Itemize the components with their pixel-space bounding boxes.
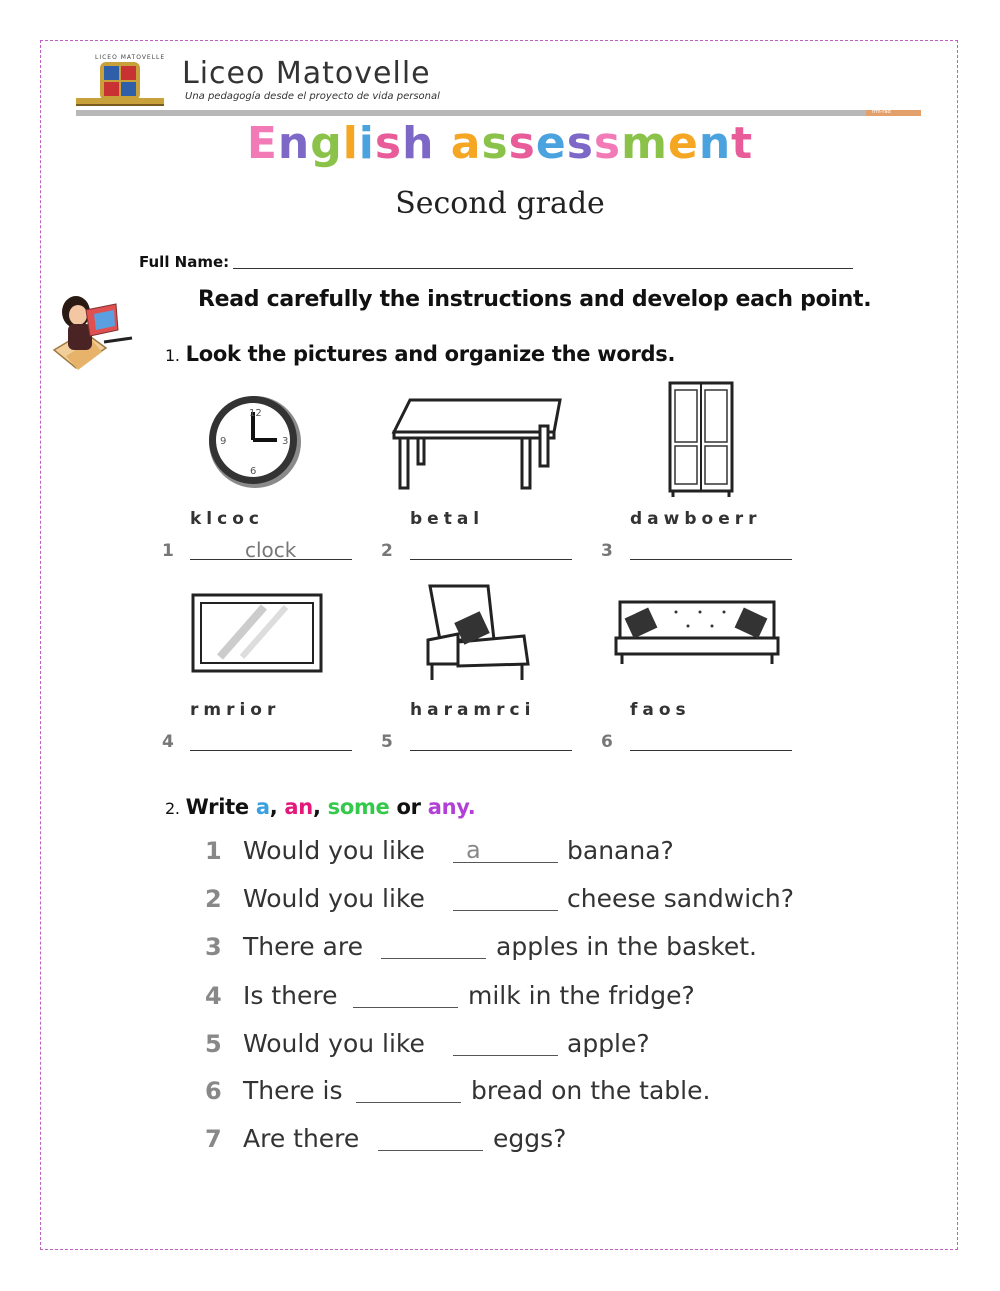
item-number-3: 3 (601, 541, 613, 561)
title-letter: e (535, 118, 567, 169)
header-divider (76, 110, 921, 116)
sentence-5-before: Would you like (243, 1029, 425, 1058)
sentence-number-3: 3 (205, 933, 222, 961)
item-number-1: 1 (162, 541, 174, 561)
sentence-6-before: There is (243, 1076, 343, 1105)
sofa-picture (614, 598, 780, 670)
svg-text:12: 12 (249, 408, 262, 419)
sentence-1-after: banana? (567, 836, 674, 865)
svg-text:3: 3 (282, 436, 289, 447)
word-any: any (427, 795, 468, 819)
sentence-number-1: 1 (205, 837, 222, 865)
sentence-5-blank[interactable] (453, 1055, 558, 1056)
assessment-title (0, 118, 1000, 169)
sentence-number-4: 4 (205, 982, 222, 1010)
mirror-picture (190, 592, 324, 674)
comma-1: , (269, 795, 278, 819)
title-letter: t (731, 118, 754, 169)
period: . (467, 795, 476, 819)
title-letter: g (310, 118, 343, 169)
sentence-2-blank[interactable] (453, 910, 558, 911)
sentence-number-6: 6 (205, 1077, 222, 1105)
logo-caption: LICEO MATOVELLE (95, 54, 166, 61)
question-1-number: 1. (165, 346, 180, 365)
word-or: or (396, 795, 421, 819)
answer-field-3[interactable] (630, 559, 792, 560)
question-2-write: Write (185, 795, 249, 819)
answer-field-4[interactable] (190, 750, 352, 751)
full-name-field[interactable] (233, 268, 853, 269)
title-letter: s (566, 118, 594, 169)
scrambled-word-6: faos (630, 700, 691, 720)
title-letter (434, 118, 450, 169)
title-letter: s (508, 118, 536, 169)
assessment-subtitle: Second grade (395, 186, 605, 221)
school-name: Liceo Matovelle (182, 56, 431, 91)
question-2-number: 2. (165, 799, 180, 818)
sentence-number-2: 2 (205, 885, 222, 913)
sentence-7-before: Are there (243, 1124, 360, 1153)
scrambled-word-5: haramrci (410, 700, 536, 720)
title-letter: n (277, 118, 311, 169)
sentence-1-before: Would you like (243, 836, 425, 865)
question-1-text: Look the pictures and organize the words. (185, 342, 676, 366)
title-letter: a (450, 118, 482, 169)
full-name-label: Full Name: (139, 253, 230, 271)
answer-field-6[interactable] (630, 750, 792, 751)
scrambled-word-3: dawboerr (630, 509, 762, 529)
question-1-heading (165, 342, 675, 366)
sentence-6-blank[interactable] (356, 1102, 461, 1103)
title-letter: s (374, 118, 403, 169)
title-letter: E (246, 118, 278, 169)
answer-field-2[interactable] (410, 559, 572, 560)
sentence-7-after: eggs? (493, 1124, 567, 1153)
sentence-3-blank[interactable] (381, 958, 486, 959)
item-number-5: 5 (381, 732, 393, 752)
answer-text-1: clock (245, 538, 297, 562)
scrambled-word-2: betal (410, 509, 485, 529)
title-letter: s (593, 118, 622, 169)
item-number-4: 4 (162, 732, 174, 752)
title-letter: n (698, 118, 732, 169)
sentence-7-blank[interactable] (378, 1150, 483, 1151)
svg-text:6: 6 (250, 466, 257, 477)
sentence-number-5: 5 (205, 1030, 222, 1058)
instructions-text: Read carefully the instructions and develop each point. (198, 287, 872, 312)
word-a: a (255, 795, 270, 819)
title-letter: l (342, 118, 359, 169)
answer-field-5[interactable] (410, 750, 572, 751)
title-letter: i (358, 118, 375, 169)
title-letter: s (481, 118, 509, 169)
sentence-3-after: apples in the basket. (496, 932, 757, 961)
sentence-number-7: 7 (205, 1125, 222, 1153)
title-letter: h (402, 118, 435, 169)
sentence-2-before: Would you like (243, 884, 425, 913)
sentence-4-blank[interactable] (353, 1007, 458, 1008)
question-2-heading (165, 795, 475, 819)
title-letter: e (667, 118, 699, 169)
item-number-2: 2 (381, 541, 393, 561)
svg-text:9: 9 (220, 436, 227, 447)
item-number-6: 6 (601, 732, 613, 752)
school-tagline: Una pedagogía desde el proyecto de vida personal (185, 91, 440, 102)
sentence-2-after: cheese sandwich? (567, 884, 795, 913)
scrambled-word-4: rmrior (190, 700, 281, 720)
clock-picture (207, 394, 309, 494)
comma-2: , (312, 795, 321, 819)
word-an: an (284, 795, 313, 819)
sentence-6-after: bread on the table. (471, 1076, 711, 1105)
sentence-4-after: milk in the fridge? (468, 981, 695, 1010)
armchair-picture (424, 582, 532, 684)
scrambled-word-1: klcoc (190, 509, 264, 529)
sentence-5-after: apple? (567, 1029, 650, 1058)
header-tag: frm-rad (872, 109, 891, 115)
sentence-1-answer: a (466, 836, 481, 864)
title-letter: m (621, 118, 668, 169)
sentence-3-before: There are (243, 932, 363, 961)
wardrobe-picture (667, 380, 737, 500)
sentence-4-before: Is there (243, 981, 338, 1010)
word-some: some (327, 795, 390, 819)
girl-reading-illustration (44, 290, 136, 382)
table-picture (390, 396, 566, 492)
